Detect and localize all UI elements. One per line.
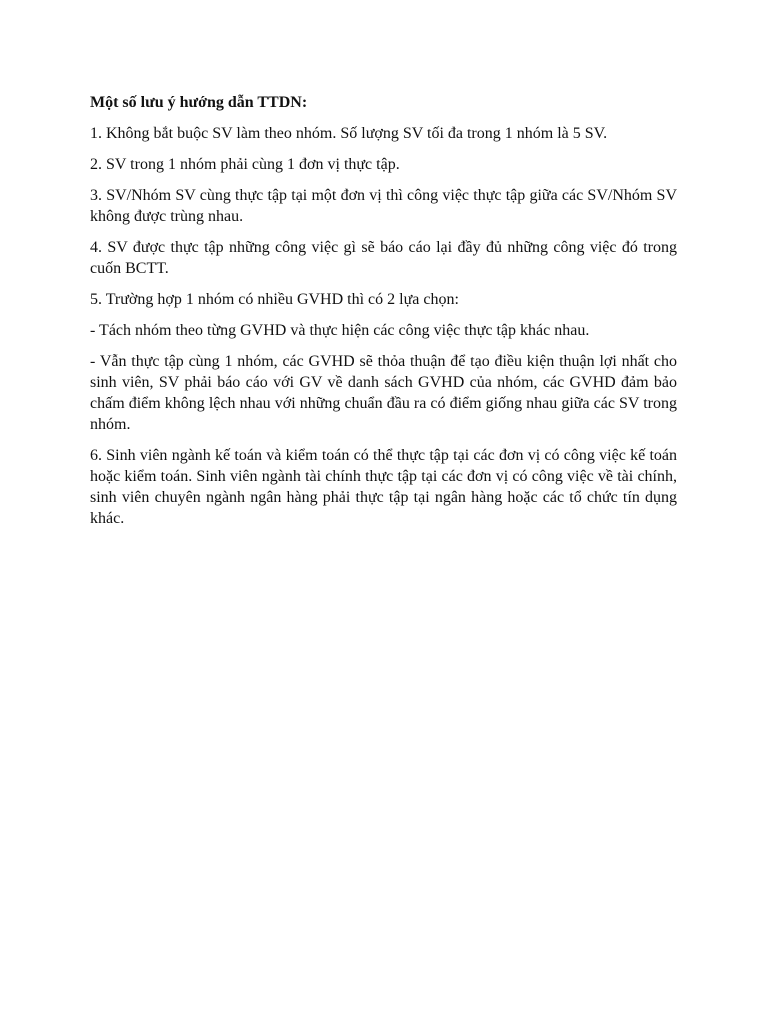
paragraph-2: 2. SV trong 1 nhóm phải cùng 1 đơn vị thực tập. <box>90 156 400 173</box>
document-title: Một số lưu ý hướng dẫn TTDN: <box>90 94 308 111</box>
paragraph-3: 3. SV/Nhóm SV cùng thực tập tại một đơn vị thì công việc thực tập giữa các SV/Nhóm SV không được trùng nhau. <box>90 187 677 225</box>
paragraph-5-option-1: - Tách nhóm theo từng GVHD và thực hiện các công việc thực tập khác nhau. <box>90 322 590 339</box>
paragraph-5-option-2: - Vẫn thực tập cùng 1 nhóm, các GVHD sẽ thỏa thuận để tạo điều kiện thuận lợi nhất cho sinh viên, SV phải báo cáo với GV về danh sách GVHD của nhóm, các GVHD đảm bảo chấm điểm không lệch nhau với những chuẩn đầu ra có điểm giống nhau giữa các SV trong nhóm. <box>90 353 677 433</box>
paragraph-4: 4. SV được thực tập những công việc gì sẽ báo cáo lại đầy đủ những công việc đó trong cuốn BCTT. <box>90 239 677 277</box>
paragraph-1: 1. Không bắt buộc SV làm theo nhóm. Số lượng SV tối đa trong 1 nhóm là 5 SV. <box>90 125 608 142</box>
paragraph-6: 6. Sinh viên ngành kế toán và kiểm toán có thể thực tập tại các đơn vị có công việc kế toán hoặc kiểm toán. Sinh viên ngành tài chính thực tập tại các đơn vị có công việc về tài chính, sinh viên chuyên ngành ngân hàng phải thực tập tại ngân hàng hoặc các tổ chức tín dụng khác. <box>90 447 677 527</box>
document-page <box>90 92 677 539</box>
paragraph-5: 5. Trường hợp 1 nhóm có nhiều GVHD thì có 2 lựa chọn: <box>90 291 459 308</box>
